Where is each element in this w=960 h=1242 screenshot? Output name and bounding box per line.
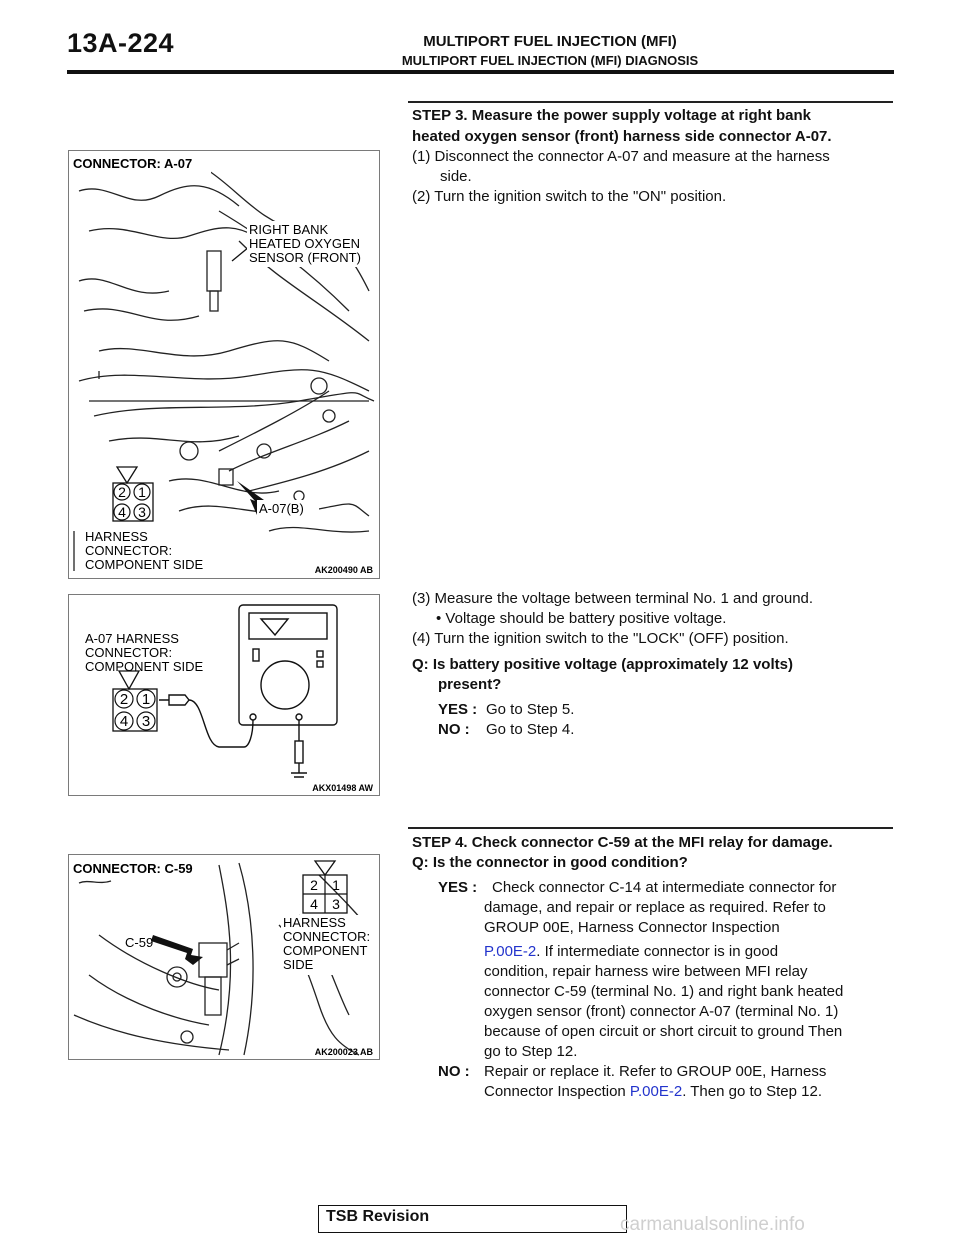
arrow-label-c59: C-59: [125, 935, 154, 950]
voltmeter-illustration: [69, 595, 379, 795]
connector-pin-diagram: [113, 671, 157, 731]
figure1-code: AK200490 AB: [314, 565, 373, 575]
step4-yes-line: condition, repair harness wire between MFI relay: [484, 963, 808, 980]
section-subtitle: MULTIPORT FUEL INJECTION (MFI) DIAGNOSIS: [401, 53, 699, 68]
step4-yes-line: oxygen sensor (front) connector A-07 (terminal No. 1): [484, 1003, 839, 1020]
step4-no-line2: [484, 1082, 822, 1102]
step4-rule: [408, 827, 893, 829]
pin-1: 1: [138, 484, 146, 500]
step4-question: Q: Is the connector in good condition?: [412, 854, 688, 871]
engine-bay-illustration: [69, 151, 379, 578]
step4-yes-line: because of open circuit or short circuit to ground Then: [484, 1023, 843, 1040]
figure2-label-line1: A-07 HARNESS: [85, 631, 179, 646]
pin-4: 4: [118, 504, 126, 520]
harness-label-line3: COMPONENT SIDE: [85, 557, 204, 572]
pin-1: 1: [332, 877, 340, 893]
figure2-label-line3: COMPONENT SIDE: [85, 659, 204, 674]
sensor-label-line3: SENSOR (FRONT): [249, 250, 361, 265]
step4-yes-line: damage, and repair or replace as required. Refer to: [484, 899, 826, 916]
connector-pin-diagram: [113, 467, 153, 521]
step3-heading-line2: heated oxygen sensor (front) harness side connector A-07.: [412, 128, 832, 145]
step3-yes-text: Go to Step 5.: [486, 701, 575, 718]
step4-yes-line: go to Step 12.: [484, 1043, 578, 1060]
pin-2: 2: [118, 484, 126, 500]
step4-no-post: . Then go to Step 12.: [682, 1083, 823, 1100]
figure2-label-line2: CONNECTOR:: [85, 645, 173, 660]
c59-harness-label-line3: COMPONENT: [283, 943, 368, 958]
figure1-title: CONNECTOR: A-07: [73, 156, 193, 171]
step4-yes-line: Check connector C-14 at intermediate connector for: [492, 879, 837, 896]
step4-yes-after-link: . If intermediate connector is in good: [536, 943, 779, 960]
figure3-code: AK200023 AB: [314, 1047, 373, 1057]
page-number: 13A-224: [67, 28, 175, 58]
figure2-code: AKX01498 AW: [312, 783, 373, 793]
pin-3: 3: [141, 713, 151, 730]
step3-yes-key: YES :: [438, 701, 478, 718]
arrow-label-a07b: A-07(B): [259, 501, 304, 516]
sensor-label-line2: HEATED OXYGEN: [249, 236, 361, 251]
pin-1: 1: [141, 691, 151, 708]
step3-no-text: Go to Step 4.: [486, 721, 575, 738]
inspection-link[interactable]: P.00E-2: [629, 1083, 683, 1100]
voltmeter-device: [159, 605, 337, 777]
figure3-title: CONNECTOR: C-59: [73, 861, 193, 876]
step4-yes-line-with-link: [484, 942, 778, 962]
sensor-leader-line: [232, 247, 249, 261]
figure-connector-a07: [68, 150, 380, 579]
step4-no-pre: Connector Inspection: [484, 1083, 630, 1100]
step3-item1-line2: side.: [440, 168, 472, 185]
inspection-link[interactable]: P.00E-2: [484, 943, 537, 960]
step3-question-line2: present?: [438, 676, 502, 693]
c59-harness-label-line1: HARNESS: [283, 915, 346, 930]
step3-heading-line1: STEP 3. Measure the power supply voltage at right bank: [412, 107, 811, 124]
tsb-revision-label: TSB Revision: [326, 1208, 430, 1225]
header-rule: [67, 70, 894, 74]
pin-4: 4: [310, 896, 318, 912]
step4-yes-line: connector C-59 (terminal No. 1) and right bank heated: [484, 983, 844, 1000]
step4-yes-key: YES :: [438, 879, 478, 896]
step3-item1-line1: (1) Disconnect the connector A-07 and measure at the harness: [412, 148, 830, 165]
step3-no-key: NO :: [438, 721, 470, 738]
c59-harness-label-line2: CONNECTOR:: [283, 929, 371, 944]
pin-3: 3: [138, 504, 146, 520]
step3-item4: (4) Turn the ignition switch to the "LOCK" (OFF) position.: [412, 630, 789, 647]
harness-label-line2: CONNECTOR:: [85, 543, 173, 558]
figure-voltmeter: [68, 594, 380, 796]
harness-label-line1: HARNESS: [85, 529, 148, 544]
arrow-c59: [151, 935, 203, 965]
figure-connector-c59: [68, 854, 380, 1060]
c59-harness-label-line4: SIDE: [283, 957, 314, 972]
connector-pin-diagram: [303, 861, 347, 913]
step3-rule: [408, 101, 893, 103]
step3-question-line1: Q: Is battery positive voltage (approximately 12 volts): [412, 656, 793, 673]
site-watermark: carmanualsonline.info: [620, 1214, 805, 1235]
step4-heading: STEP 4. Check connector C-59 at the MFI relay for damage.: [412, 834, 833, 851]
pin-4: 4: [119, 713, 129, 730]
section-title: MULTIPORT FUEL INJECTION (MFI): [423, 33, 677, 50]
pin-2: 2: [310, 877, 318, 893]
pin-3: 3: [332, 896, 340, 912]
step4-yes-line: GROUP 00E, Harness Connector Inspection: [484, 919, 780, 936]
step4-no-line1: Repair or replace it. Refer to GROUP 00E, Harness: [484, 1063, 827, 1080]
step4-no-key: NO :: [438, 1063, 470, 1080]
step3-item3: (3) Measure the voltage between terminal No. 1 and ground.: [412, 590, 814, 607]
step3-item2: (2) Turn the ignition switch to the "ON" position.: [412, 188, 727, 205]
step3-bullet: • Voltage should be battery positive voltage.: [436, 610, 727, 627]
relay-area-illustration: [69, 855, 379, 1059]
sensor-label-line1: RIGHT BANK: [249, 222, 329, 237]
pin-2: 2: [119, 691, 129, 708]
